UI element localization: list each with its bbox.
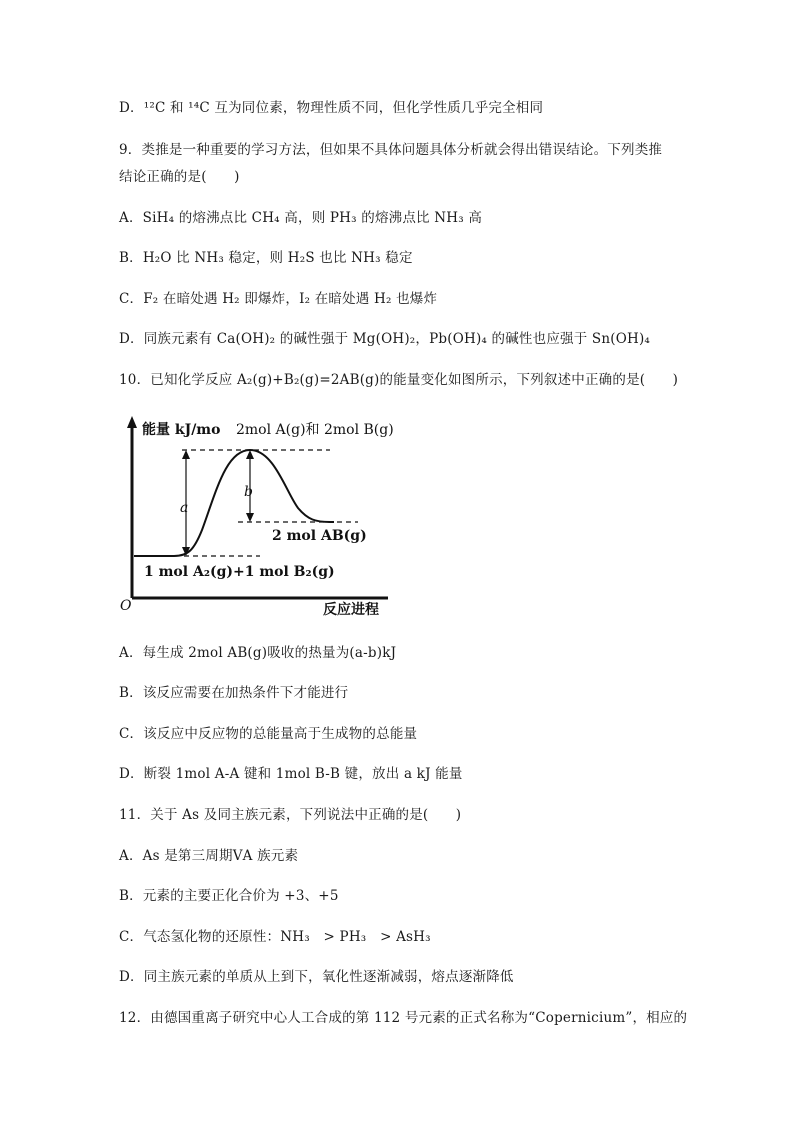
label-a: a: [180, 500, 189, 516]
y-axis-label: 能量 kJ/mo: [142, 422, 221, 438]
arrow-b-head-bottom: [246, 513, 254, 522]
question-9-option-c: C．F₂ 在暗处遇 H₂ 即爆炸，I₂ 在暗处遇 H₂ 也爆炸: [119, 291, 438, 307]
question-9-stem-line1: 9．类推是一种重要的学习方法，但如果不具体问题具体分析就会得出错误结论。下列类推: [119, 142, 663, 158]
question-9-stem-line2: 结论正确的是( ): [119, 169, 240, 185]
peak-label: 2mol A(g)和 2mol B(g): [236, 422, 394, 438]
question-11-stem: 11．关于 As 及同主族元素，下列说法中正确的是( ): [119, 807, 462, 823]
y-axis-arrow: [127, 416, 137, 428]
question-10-option-a: A．每生成 2mol AB(g)吸收的热量为(a-b)kJ: [119, 645, 397, 661]
reactant-label: 1 mol A₂(g)+1 mol B₂(g): [144, 564, 335, 580]
question-11-option-d: D．同主族元素的单质从上到下，氧化性逐渐减弱，熔点逐渐降低: [119, 969, 514, 985]
question-9-option-a: A．SiH₄ 的熔沸点比 CH₄ 高，则 PH₃ 的熔沸点比 NH₃ 高: [119, 210, 483, 226]
question-11-option-c: C．气态氢化物的还原性：NH₃ > PH₃ > AsH₃: [119, 929, 431, 945]
question-10-option-c: C．该反应中反应物的总能量高于生成物的总能量: [119, 726, 418, 742]
label-b: b: [244, 484, 253, 500]
question-10-option-d: D．断裂 1mol A-A 键和 1mol B-B 键，放出 a kJ 能量: [119, 766, 463, 782]
origin-label: O: [120, 598, 132, 614]
energy-diagram: [118, 412, 408, 622]
question-12-stem: 12．由德国重离子研究中心人工合成的第 112 号元素的正式名称为“Copernicium”，相应的: [119, 1010, 688, 1026]
x-axis-label: 反应进程: [323, 602, 379, 618]
question-10-option-b: B．该反应需要在加热条件下才能进行: [119, 685, 349, 701]
question-10-stem: 10．已知化学反应 A₂(g)+B₂(g)=2AB(g)的能量变化如图所示，下列叙述中正确的是( ): [119, 372, 679, 388]
arrow-a-head-top: [182, 450, 190, 459]
question-8-option-d: D．¹²C 和 ¹⁴C 互为同位素，物理性质不同，但化学性质几乎完全相同: [119, 100, 544, 116]
arrow-b-head-top: [246, 450, 254, 459]
product-label: 2 mol AB(g): [272, 528, 367, 544]
question-9-option-d: D．同族元素有 Ca(OH)₂ 的碱性强于 Mg(OH)₂，Pb(OH)₄ 的碱性也应强于 Sn(OH)₄: [119, 331, 651, 347]
question-11-option-a: A．As 是第三周期ⅤA 族元素: [119, 848, 299, 864]
question-9-option-b: B．H₂O 比 NH₃ 稳定，则 H₂S 也比 NH₃ 稳定: [119, 250, 413, 266]
question-11-option-b: B．元素的主要正化合价为 +3、+5: [119, 888, 339, 904]
